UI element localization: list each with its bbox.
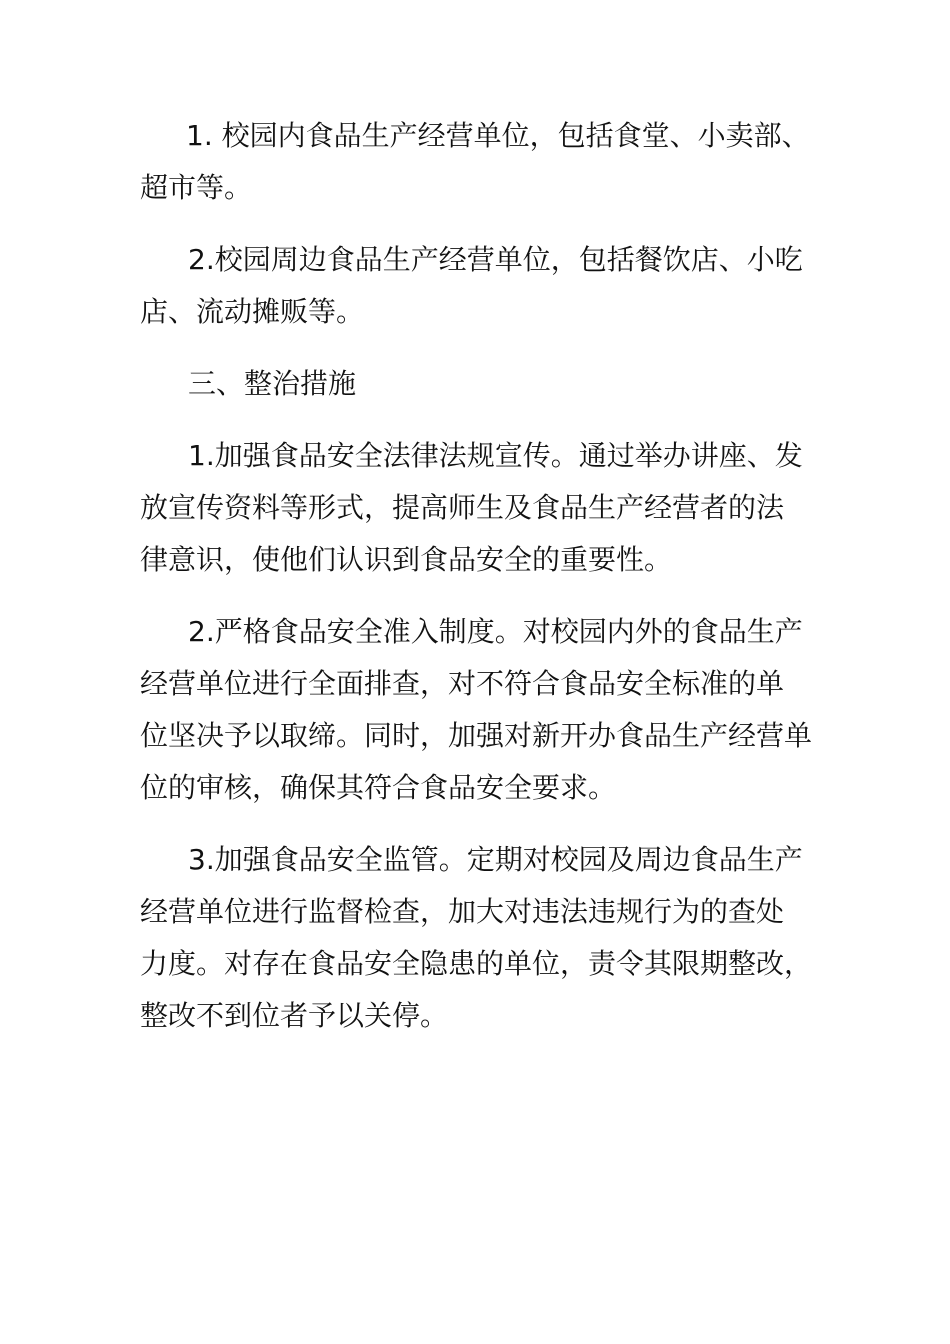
section-heading: 三、整治措施 [188, 367, 357, 400]
measure-paragraph-1: 1.加强食品安全法律法规宣传。通过举办讲座、发放宣传资料等形式，提高师生及食品生产经营者的法 律意识，使他们认识到食品安全的重要性。 [140, 439, 803, 576]
scope-paragraph-2: 2.校园周边食品生产经营单位，包括餐饮店、小吃店、流动摊贩等。 [140, 243, 803, 328]
measure-paragraph-3: 3.加强食品安全监管。定期对校园及周边食品生产经营单位进行监督检查，加大对违法违规行为的查处 力度。对存在食品安全隐患的单位，责令其限期整改， 整改不到位者予以关停。 [140, 843, 813, 1032]
measure-paragraph-2: 2.严格食品安全准入制度。对校园内外的食品生产经营单位进行全面排查，对不符合食品安全标准的单 位坚决予以取缔。同时，加强对新开办食品生产经营单 位的审核，确保其符合食品安全要求。 [140, 615, 813, 804]
document-body [140, 110, 820, 1062]
scope-paragraph-1: 1. 校园内食品生产经营单位，包括食堂、小卖部、超市等。 [140, 119, 810, 204]
